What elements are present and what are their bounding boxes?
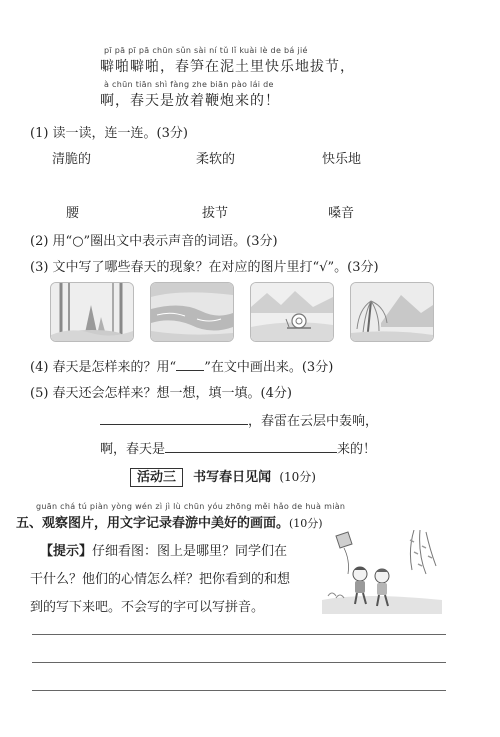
river-icon bbox=[151, 283, 233, 341]
poem-line1: 噼啪噼啪，春笋在泥土里快乐地拔节， bbox=[100, 59, 355, 75]
writing-line-3[interactable] bbox=[32, 690, 446, 691]
question-4-text-before: (4) 春天是怎样来的？用“ bbox=[30, 360, 177, 375]
fill-blank-2[interactable] bbox=[165, 438, 337, 453]
section-five-title: 五、观察图片，用文字记录春游中美好的画面。 bbox=[16, 516, 290, 531]
picture-snail[interactable] bbox=[250, 282, 334, 342]
question-4 bbox=[30, 356, 333, 375]
hint-tag: 【提示】 bbox=[40, 544, 93, 559]
hint-line-3: 到的写下来吧。不会写的字可以写拼音。 bbox=[30, 600, 265, 615]
activity-score: (10分) bbox=[279, 470, 316, 484]
activity-title: 书写春日见闻 bbox=[193, 470, 272, 485]
writing-line-2[interactable] bbox=[32, 662, 446, 663]
bamboo-shoots-icon bbox=[51, 283, 133, 341]
question-1: (1) 读一读，连一连。(3分) bbox=[30, 126, 188, 141]
question-5: (5) 春天还会怎样来？想一想，填一填。(4分) bbox=[30, 386, 292, 401]
match-top-word-2[interactable]: 柔软的 bbox=[196, 152, 236, 167]
underline-sample bbox=[176, 370, 204, 371]
match-bottom-word-1[interactable]: 腰 bbox=[66, 206, 80, 221]
match-bottom-word-3[interactable]: 嗓音 bbox=[328, 206, 355, 221]
fill-line-2-before: 啊，春天是 bbox=[100, 442, 166, 457]
picture-willow-mountain[interactable] bbox=[350, 282, 434, 342]
section-five-pinyin: guān chá tú piàn yòng wén zì jì lù chūn yóu zhōng měi hǎo de huà miàn bbox=[36, 502, 346, 511]
activity-badge: 活动三 bbox=[130, 468, 183, 487]
poem-line1-pinyin: pī pā pī pā chūn sǔn sài ní tǔ lǐ kuài lè de bá jié bbox=[104, 46, 308, 55]
spring-outing-illustration bbox=[322, 530, 442, 614]
kids-flying-kite-icon bbox=[322, 530, 442, 614]
snail-icon bbox=[251, 283, 333, 341]
fill-line-1-text: ，春雷在云层中轰响， bbox=[248, 414, 379, 429]
fill-line-2-after: 来的！ bbox=[337, 442, 377, 457]
fill-line-2 bbox=[100, 438, 376, 457]
willow-tree-icon bbox=[351, 283, 433, 341]
poem-line2: 啊，春天是放着鞭炮来的！ bbox=[100, 93, 280, 109]
match-top-word-3[interactable]: 快乐地 bbox=[322, 152, 362, 167]
question-4-text-after: ”在文中画出来。(3分) bbox=[204, 360, 334, 375]
hint-line-1 bbox=[40, 540, 287, 559]
match-bottom-word-2[interactable]: 拔节 bbox=[202, 206, 229, 221]
section-five-heading bbox=[16, 512, 323, 531]
hint-line-1-text: 仔细看图：图上是哪里？同学们在 bbox=[92, 544, 288, 559]
question-2: (2) 用“○”圈出文中表示声音的词语。(3分) bbox=[30, 234, 278, 249]
section-five-score: (10分) bbox=[289, 517, 323, 530]
picture-bamboo-shoots[interactable] bbox=[50, 282, 134, 342]
picture-river[interactable] bbox=[150, 282, 234, 342]
hint-line-2: 干什么？他们的心情怎么样？把你看到的和想 bbox=[30, 572, 291, 587]
fill-blank-1[interactable] bbox=[100, 410, 248, 425]
fill-line-1 bbox=[100, 410, 378, 429]
writing-line-1[interactable] bbox=[32, 634, 446, 635]
question-3: (3) 文中写了哪些春天的现象？在对应的图片里打“√”。(3分) bbox=[30, 260, 379, 275]
activity-header bbox=[130, 466, 316, 485]
match-top-word-1[interactable]: 清脆的 bbox=[52, 152, 92, 167]
poem-line2-pinyin: à chūn tiān shì fàng zhe biān pào lái de bbox=[104, 80, 274, 89]
